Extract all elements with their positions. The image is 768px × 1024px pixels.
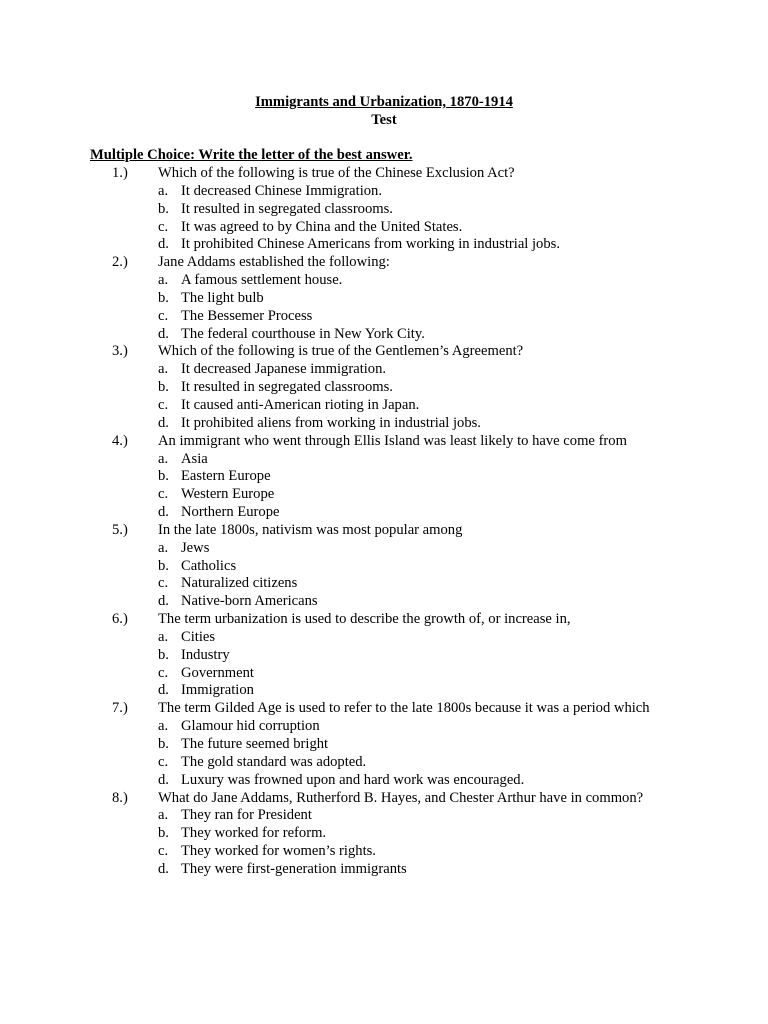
option-text: It resulted in segregated classrooms. <box>181 200 393 217</box>
option-letter: d. <box>158 682 169 699</box>
answer-option <box>0 271 768 289</box>
answer-option <box>0 360 768 378</box>
answer-option <box>0 378 768 396</box>
option-letter: a. <box>158 272 169 289</box>
question-text: What do Jane Addams, Rutherford B. Hayes, and Chester Arthur have in common? <box>158 789 644 806</box>
answer-option <box>0 467 768 485</box>
option-letter: c. <box>158 396 169 413</box>
option-text: It decreased Chinese Immigration. <box>181 182 382 199</box>
option-text: Asia <box>181 450 208 467</box>
answer-option <box>0 325 768 343</box>
answer-option <box>0 592 768 610</box>
answer-option <box>0 235 768 253</box>
answer-option <box>0 414 768 432</box>
question-item <box>0 164 768 253</box>
question-number: 6.) <box>112 611 128 628</box>
option-letter: d. <box>158 414 169 431</box>
answer-option <box>0 503 768 521</box>
question-number: 8.) <box>112 789 128 806</box>
question-line <box>0 610 768 628</box>
option-text: They worked for women’s rights. <box>181 843 376 860</box>
question-number: 1.) <box>112 165 128 181</box>
option-letter: b. <box>158 646 169 663</box>
option-text: Catholics <box>181 557 237 574</box>
option-text: Luxury was frowned upon and hard work was encouraged. <box>181 771 525 788</box>
option-letter: d. <box>158 860 169 877</box>
option-text: Northern Europe <box>181 504 280 521</box>
question-number: 7.) <box>112 700 128 717</box>
question-line <box>0 521 768 539</box>
answer-option <box>0 450 768 468</box>
option-letter: b. <box>158 468 169 485</box>
question-line <box>0 164 768 182</box>
option-text: A famous settlement house. <box>181 272 343 289</box>
answer-option <box>0 485 768 503</box>
answer-option <box>0 396 768 414</box>
option-letter: a. <box>158 718 169 735</box>
question-text: Which of the following is true of the Gentlemen’s Agreement? <box>158 343 524 360</box>
option-letter: c. <box>158 843 169 860</box>
option-letter: a. <box>158 539 169 556</box>
question-item <box>0 699 768 788</box>
option-letter: a. <box>158 807 169 824</box>
question-text: Jane Addams established the following: <box>158 254 390 271</box>
question-line <box>0 342 768 360</box>
option-letter: d. <box>158 325 169 342</box>
option-text: The federal courthouse in New York City. <box>181 325 425 342</box>
answer-option <box>0 182 768 200</box>
option-text: Western Europe <box>181 486 275 503</box>
option-text: Government <box>181 664 254 681</box>
option-letter: c. <box>158 486 169 503</box>
option-text: It caused anti-American rioting in Japan. <box>181 396 420 413</box>
option-letter: c. <box>158 753 169 770</box>
option-letter: a. <box>158 361 169 378</box>
question-number: 4.) <box>112 432 128 449</box>
option-text: The gold standard was adopted. <box>181 753 367 770</box>
answer-option <box>0 806 768 824</box>
answer-option <box>0 735 768 753</box>
answer-option <box>0 574 768 592</box>
answer-option <box>0 771 768 789</box>
option-text: The light bulb <box>181 289 264 306</box>
answer-option <box>0 307 768 325</box>
question-line <box>0 699 768 717</box>
question-line <box>0 432 768 450</box>
option-text: Cities <box>181 628 216 645</box>
option-text: Glamour hid corruption <box>181 718 320 735</box>
option-letter: c. <box>158 664 169 681</box>
option-text: Native-born Americans <box>181 593 318 610</box>
answer-option <box>0 681 768 699</box>
question-item <box>0 610 768 699</box>
option-text: They worked for reform. <box>181 825 327 842</box>
answer-option <box>0 557 768 575</box>
question-item <box>0 432 768 521</box>
option-letter: c. <box>158 575 169 592</box>
section-heading: Multiple Choice: Write the letter of the best answer. <box>90 147 413 163</box>
answer-option <box>0 824 768 842</box>
answer-option <box>0 539 768 557</box>
question-item <box>0 521 768 610</box>
question-list <box>0 164 768 878</box>
option-letter: d. <box>158 236 169 253</box>
answer-option <box>0 860 768 878</box>
option-letter: b. <box>158 379 169 396</box>
question-text: In the late 1800s, nativism was most popular among <box>158 521 463 538</box>
question-number: 5.) <box>112 521 128 538</box>
option-text: The Bessemer Process <box>181 307 313 324</box>
option-letter: b. <box>158 289 169 306</box>
question-text: The term urbanization is used to describe the growth of, or increase in, <box>158 611 571 628</box>
option-text: Immigration <box>181 682 254 699</box>
answer-option <box>0 628 768 646</box>
question-item <box>0 253 768 342</box>
option-letter: b. <box>158 200 169 217</box>
question-number: 2.) <box>112 254 128 271</box>
document-subtitle: Test <box>371 112 397 128</box>
option-text: It prohibited aliens from working in industrial jobs. <box>181 414 481 431</box>
option-letter: c. <box>158 307 169 324</box>
option-letter: b. <box>158 736 169 752</box>
option-text: It prohibited Chinese Americans from working in industrial jobs. <box>181 236 560 253</box>
question-text: The term Gilded Age is used to refer to the late 1800s because it was a period which <box>158 700 650 717</box>
option-text: Naturalized citizens <box>181 575 298 592</box>
question-text: An immigrant who went through Ellis Island was least likely to have come from <box>158 432 627 449</box>
question-text: Which of the following is true of the Chinese Exclusion Act? <box>158 165 515 181</box>
question-number: 3.) <box>112 343 128 360</box>
option-letter: a. <box>158 450 169 467</box>
option-letter: d. <box>158 771 169 788</box>
question-line <box>0 789 768 807</box>
option-text: The future seemed bright <box>181 736 329 752</box>
option-text: Jews <box>181 539 210 556</box>
option-letter: d. <box>158 504 169 521</box>
answer-option <box>0 200 768 218</box>
document-title: Immigrants and Urbanization, 1870-1914 <box>255 94 513 110</box>
option-letter: d. <box>158 593 169 610</box>
option-text: It resulted in segregated classrooms. <box>181 379 393 396</box>
option-letter: a. <box>158 628 169 645</box>
option-letter: b. <box>158 557 169 574</box>
answer-option <box>0 218 768 236</box>
answer-option <box>0 842 768 860</box>
question-item <box>0 342 768 431</box>
option-text: Industry <box>181 646 230 663</box>
option-text: They ran for President <box>181 807 312 824</box>
answer-option <box>0 753 768 771</box>
option-letter: a. <box>158 182 169 199</box>
option-text: It was agreed to by China and the United States. <box>181 218 463 235</box>
answer-option <box>0 717 768 735</box>
answer-option <box>0 646 768 664</box>
option-text: It decreased Japanese immigration. <box>181 361 387 378</box>
question-line <box>0 253 768 271</box>
question-item <box>0 789 768 878</box>
option-letter: c. <box>158 218 169 235</box>
option-text: Eastern Europe <box>181 468 271 485</box>
answer-option <box>0 664 768 682</box>
option-letter: b. <box>158 825 169 842</box>
answer-option <box>0 289 768 307</box>
option-text: They were first-generation immigrants <box>181 860 407 877</box>
